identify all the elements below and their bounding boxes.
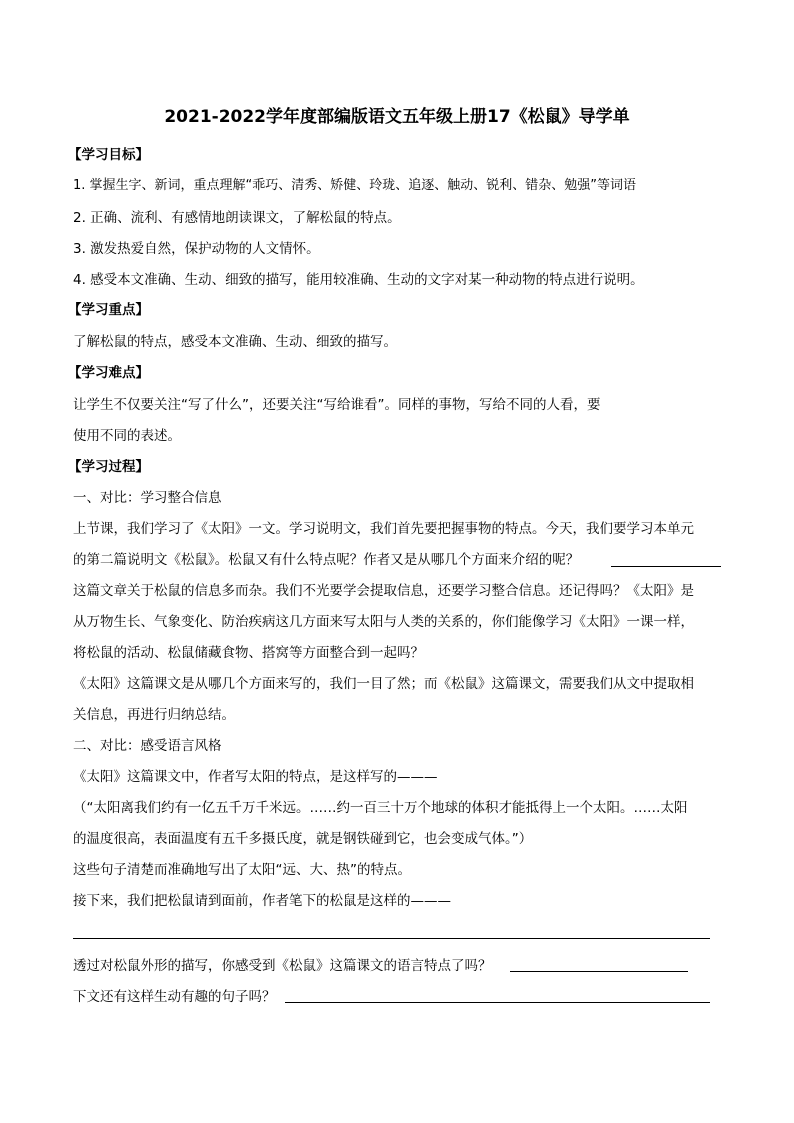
part-two-paragraph-line-2: 这些句子清楚而准确地写出了太阳“远、大、热”的特点。 <box>73 862 411 878</box>
part-two-paragraph-line-3: 接下来，我们把松鼠请到面前，作者笔下的松鼠是这样的——— <box>73 893 451 909</box>
answer-blank-3[interactable] <box>510 971 688 972</box>
difficulties-text-line-2: 使用不同的表述。 <box>73 428 181 444</box>
part-two-paragraph-line-1: 《太阳》这篇课文中，作者写太阳的特点，是这样写的——— <box>73 769 438 785</box>
part-two-question-1: 透过对松鼠外形的描写，你感受到《松鼠》这篇课文的语言特点了吗？ <box>73 958 492 974</box>
answer-blank-2[interactable] <box>73 938 710 939</box>
section-heading-goals: 【学习目标】 <box>68 147 149 163</box>
part-one-paragraph-line-4: 从万物生长、气象变化、防治疾病这几方面来写太阳与人类的关系的，你们能像学习《太阳》一课一样， <box>73 614 694 630</box>
part-two-title: 二、对比：感受语言风格 <box>73 738 222 754</box>
part-one-paragraph-line-7: 关信息，再进行归纳总结。 <box>73 707 235 723</box>
part-one-question-text: 的第二篇说明文《松鼠》。松鼠又有什么特点呢？作者又是从哪几个方面来介绍的呢？ <box>73 552 580 568</box>
part-two-question-2: 下文还有这样生动有趣的句子吗？ <box>73 989 276 1005</box>
part-two-quote-line-1: （“太阳离我们约有一亿五千万千米远。……约一百三十万个地球的体积才能抵得上一个太阳。……太阳 <box>73 800 688 816</box>
answer-blank-4[interactable] <box>285 1002 710 1003</box>
goal-item-1: 1. 掌握生字、新词，重点理解“乖巧、清秀、矫健、玲珑、追逐、触动、锐利、错杂、勉强”等词语 <box>73 178 637 193</box>
part-one-paragraph-line-1: 上节课，我们学习了《太阳》一文。学习说明文，我们首先要把握事物的特点。今天，我们要学习本单元 <box>73 521 694 537</box>
goal-item-3: 3. 激发热爱自然，保护动物的人文情怀。 <box>73 241 320 257</box>
part-one-paragraph-line-3: 这篇文章关于松鼠的信息多而杂。我们不光要学会提取信息，还要学习整合信息。还记得吗？《太阳》是 <box>73 583 694 599</box>
document-title: 2021-2022学年度部编版语文五年级上册17《松鼠》导学单 <box>164 107 630 127</box>
key-points-text: 了解松鼠的特点，感受本文准确、生动、细致的描写。 <box>73 334 397 350</box>
part-one-paragraph-line-2 <box>73 550 579 570</box>
part-one-title: 一、对比：学习整合信息 <box>73 490 222 506</box>
section-heading-process: 【学习过程】 <box>68 459 149 475</box>
difficulties-text-line-1: 让学生不仅要关注“写了什么”，还要关注“写给谁看”。同样的事物，写给不同的人看，要 <box>73 397 601 413</box>
goal-item-4: 4. 感受本文准确、生动、细致的描写，能用较准确、生动的文字对某一种动物的特点进行说明。 <box>73 272 644 288</box>
section-heading-difficulties: 【学习难点】 <box>68 365 149 381</box>
goal-item-2: 2. 正确、流利、有感情地朗读课文，了解松鼠的特点。 <box>73 210 401 226</box>
answer-blank-1[interactable] <box>611 566 721 567</box>
part-one-paragraph-line-6: 《太阳》这篇课文是从哪几个方面来写的，我们一目了然；而《松鼠》这篇课文，需要我们从文中提取相 <box>73 676 694 692</box>
part-one-paragraph-line-5: 将松鼠的活动、松鼠储藏食物、搭窝等方面整合到一起吗？ <box>73 645 424 661</box>
part-two-quote-line-2: 的温度很高，表面温度有五千多摄氏度，就是钢铁碰到它，也会变成气体。”） <box>73 831 533 847</box>
section-heading-key-points: 【学习重点】 <box>68 302 149 318</box>
